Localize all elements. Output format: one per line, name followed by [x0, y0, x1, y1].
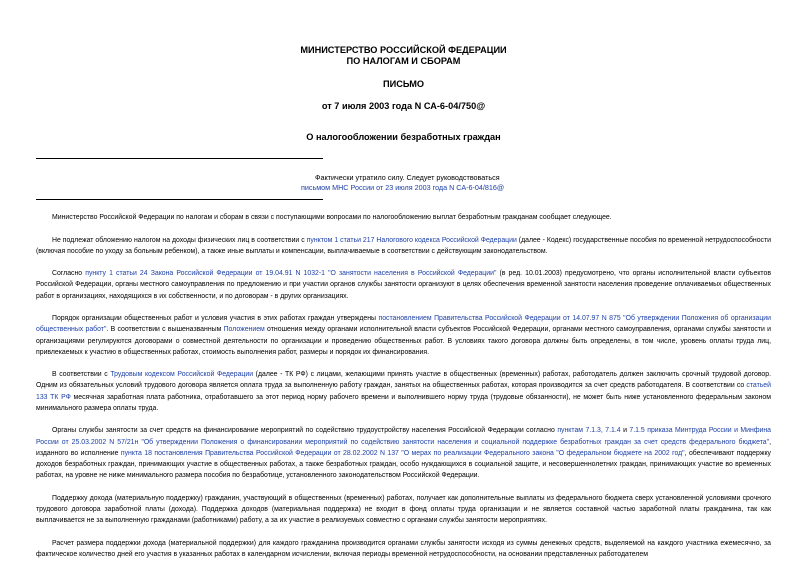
paragraph-text: Порядок организации общественных работ и условия участия в этих работах граждан утверждены: [52, 315, 379, 323]
paragraph-text: Поддержку дохода (материальную поддержку) гражданин, участвующий в общественных (временных) работах, получает как дополнительные выплаты из федерального бюджета сверх установленной условиями срочного трудового договора заработной платы (дохода). Поддержка доходов (материальная поддержка) не входит в фонд оплаты труда организации и не является составной частью заработной платы гражданина, так как выплачивается не за выполненную гражданами (работниками) работу, а за их участие в реализуемых совместно с органами службы занятости мероприятиях.: [36, 494, 771, 525]
document-type: ПИСЬМО: [382, 79, 425, 89]
paragraph-text: и: [620, 427, 630, 435]
status-note-text: Фактически утратило силу. Следует руководствоваться: [315, 173, 500, 182]
paragraph-text: Органы службы занятости за счет средств на финансирование мероприятий по содействию трудоустройству населения Российской Федерации согласно: [52, 427, 558, 435]
paragraph-4: [36, 313, 771, 358]
link-regulation[interactable]: Положением: [223, 326, 265, 334]
paragraph-1: [36, 212, 771, 223]
paragraph-text: (в ред. 10.01.2003) предусмотрено, что органы исполнительной власти субъектов Российской Федерации, органы местного самоуправления по предложению и при участии органов службы занятости организуют в целях обеспечения временной занятости населения проведение оплачиваемых общественных работ в организациях, находящихся в их собственности, и по договорам - в других организациях.: [36, 270, 771, 300]
letter-body: [36, 212, 771, 571]
link-government-decree-875[interactable]: постановлением Правительства Российской Федерации от 14.07.97 N 875 "Об утверждении Положения об организации общественных работ": [36, 315, 771, 334]
document-date-number: от 7 июля 2003 года N СА-6-04/750@: [321, 101, 486, 111]
paragraph-text: Согласно: [52, 270, 86, 278]
paragraph-3: [36, 268, 771, 302]
paragraph-text: Расчет размера поддержки дохода (материальной поддержки) для каждого гражданина производится органами службы занятости исходя из суммы денежных средств, выделяемой на каждого участника ежемесячно, за фактическое количество дней его участия в указанных работах в календарном исчислении, включая периоды временной нетрудоспособности, на основании представленных работодателем: [36, 539, 771, 558]
paragraph-text: , изданного во исполнение: [36, 438, 771, 457]
link-tax-code-art217[interactable]: пунктом 1 статьи 217 Налогового кодекса Российской Федерации: [306, 236, 517, 244]
paragraph-8: [36, 538, 771, 560]
status-note-link[interactable]: письмом МНС России от 23 июля 2003 года N СА-6-04/816@: [301, 183, 505, 192]
paragraph-text: . В соответствии с вышеназванным: [106, 326, 224, 334]
link-order-57-21n[interactable]: 7.1.5 приказа Минтруда России и Минфина России от 25.03.2002 N 57/21н "Об утверждении Положения о финансировании мероприятий по содействию занятости населения и социальной поддержке безработных граждан за счет средств федерального бюджета": [36, 427, 771, 446]
paragraph-text: Не подлежат обложению налогом на доходы физических лиц в соответствии с: [52, 236, 307, 244]
paragraph-2: [36, 235, 771, 257]
paragraph-6: [36, 425, 771, 481]
paragraph-text: В соответствии с: [52, 371, 111, 379]
paragraph-text: отношения между органами исполнительной власти субъектов Российской Федерации, органами местного самоуправления, органами службы занятости и организациями регулируются договорами о совместной деятельности по организации и проведению общественных работ. В условиях такого договора должны быть определены, в том числе, уровень оплаты труда лиц, привлекаемых к участию в общественных работах, стоимость выполнения работ, размеры и порядок их финансирования.: [36, 326, 771, 356]
paragraph-text: (далее - ТК РФ) с лицами, желающими принять участие в общественных (временных) работах, работодатель должен заключить срочный трудовой договор. Одним из обязательных условий трудового договора является оплата труда за выполненную работу граждан, занятых на общественных работах, которая производится за счет средств работодателя. В соответствии со: [36, 371, 771, 390]
paragraph-text: месячная заработная плата работника, отработавшего за этот период норму рабочего времени и выполнившего норму труда (трудовые обязанности), не может быть ниже установленного федеральным законом минимального размера оплаты труда.: [36, 393, 771, 412]
document-title: О налогообложении безработных граждан: [306, 132, 501, 142]
link-order-points-713-714[interactable]: пунктам 7.1.3, 7.1.4: [557, 427, 621, 435]
divider-bottom: [36, 199, 323, 200]
link-government-decree-137[interactable]: пункта 18 постановления Правительства Российской Федерации от 28.02.2002 N 137 "О мерах по реализации Федерального закона "О федеральном бюджете на 2002 год": [120, 449, 685, 457]
link-employment-law-art24[interactable]: пункту 1 статьи 24 Закона Российской Федерации от 19.04.91 N 1032-1 "О занятости населения в Российской Федерации": [85, 270, 497, 278]
link-labor-code[interactable]: Трудовым кодексом Российской Федерации: [110, 371, 254, 379]
status-note-link-wrap: [301, 182, 541, 193]
divider-top: [36, 158, 323, 159]
paragraph-text: Министерство Российской Федерации по налогам и сборам в связи с поступающими вопросами по налогообложению выплат безработным гражданам сообщает следующее.: [52, 214, 612, 221]
paragraph-7: [36, 493, 771, 527]
ministry-line-1: МИНИСТЕРСТВО РОССИЙСКОЙ ФЕДЕРАЦИИ: [300, 45, 507, 55]
ministry-line-2: ПО НАЛОГАМ И СБОРАМ: [346, 56, 461, 66]
paragraph-text: , обеспечивают поддержку доходов безработных граждан, принимающих участие в общественных работах, а также безработных граждан, особо нуждающихся в социальной защите, и несовершеннолетних граждан, принимающих участие во временных работах, на уровне не ниже минимального размера пособия по безработице, установленного законодательством Российской Федерации.: [36, 449, 771, 480]
paragraph-5: [36, 369, 771, 414]
paragraph-text: (далее - Кодекс) государственные пособия по временной нетрудоспособности (включая пособие по уходу за больным ребенком), а также иные выплаты и компенсации, выплачиваемые в соответствии с действующим законодательством.: [36, 236, 771, 255]
link-labor-code-art133[interactable]: статьей 133 ТК РФ: [36, 382, 771, 401]
